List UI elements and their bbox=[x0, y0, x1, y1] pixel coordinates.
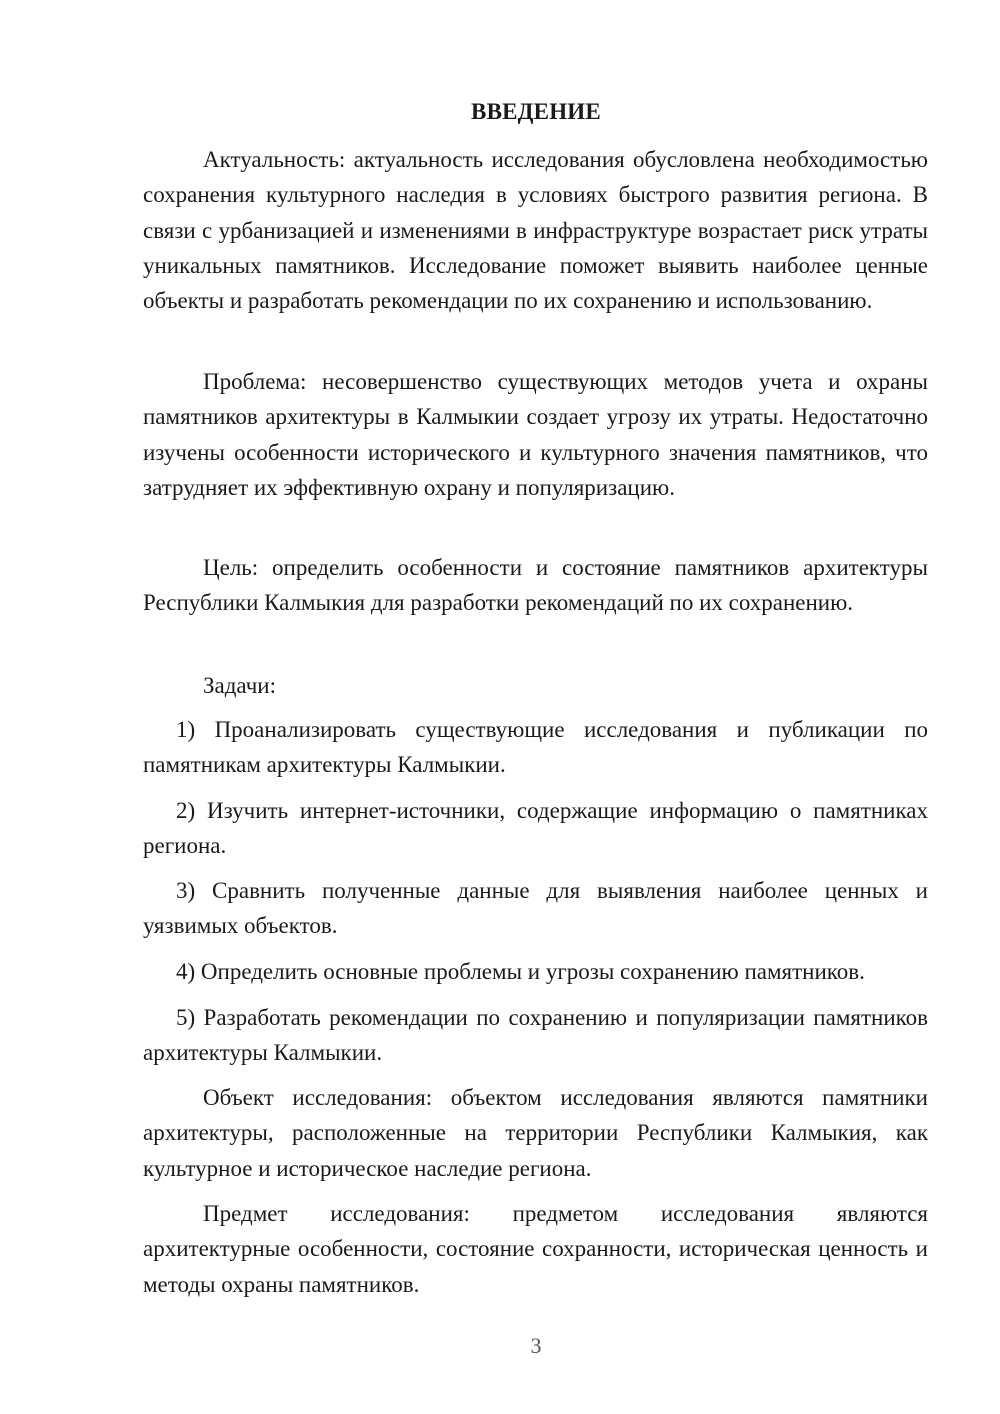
paragraph-predmet: Предмет исследования: предметом исследования являются архитектурные особенности, состояние сохранности, историческая ценность и методы охраны памятников. bbox=[143, 1201, 928, 1297]
paragraph-obekt: Объект исследования: объектом исследования являются памятники архитектуры, расположенные на территории Республики Калмыкия, как культурное и историческое наследие региона. bbox=[143, 1085, 928, 1181]
task-item-1: 1) Проанализировать существующие исследования и публикации по памятникам архитектуры Калмыкии. bbox=[143, 717, 928, 778]
page-title: ВВЕДЕНИЕ bbox=[471, 99, 601, 124]
task-item-2: 2) Изучить интернет-источники, содержащие информацию о памятниках региона. bbox=[143, 798, 928, 859]
task-item-5: 5) Разработать рекомендации по сохранению и популяризации памятников архитектуры Калмыкии. bbox=[143, 1005, 928, 1066]
tasks-heading: Задачи: bbox=[203, 673, 276, 698]
paragraph-cel: Цель: определить особенности и состояние памятников архитектуры Республики Калмыкия для разработки рекомендаций по их сохранению. bbox=[143, 555, 928, 616]
task-item-3: 3) Сравнить полученные данные для выявления наиболее ценных и уязвимых объектов. bbox=[143, 878, 928, 939]
paragraph-aktualnost: Актуальность: актуальность исследования обусловлена необходимостью сохранения культурного наследия в условиях быстрого развития региона. В связи с урбанизацией и изменениями в инфраструктуре возрастает риск утраты уникальных памятников. Исследование поможет выявить наиболее ценные объекты и разработать рекомендации по их сохранению и использованию. bbox=[143, 147, 928, 314]
task-item-4: 4) Определить основные проблемы и угрозы сохранению памятников. bbox=[176, 959, 865, 984]
paragraph-problema: Проблема: несовершенство существующих методов учета и охраны памятников архитектуры в Калмыкии создает угрозу их утраты. Недостаточно изучены особенности исторического и культурного значения памятников, что затрудняет их эффективную охрану и популяризацию. bbox=[143, 369, 928, 500]
page-number: 3 bbox=[530, 1333, 542, 1358]
